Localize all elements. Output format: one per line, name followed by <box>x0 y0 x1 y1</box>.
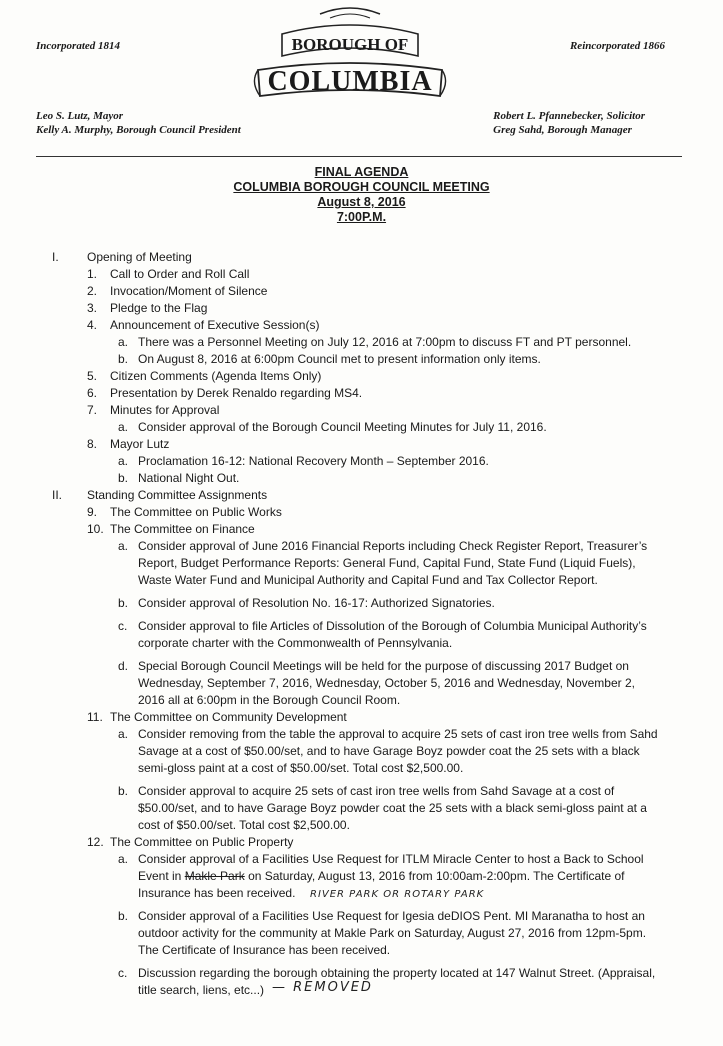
subitem-letter: a. <box>118 727 129 741</box>
handwritten-note: — REMOVED <box>272 980 373 995</box>
subitem-letter: b. <box>118 596 129 610</box>
subitem-text: Consider approval of the Borough Council Meeting Minutes for July 11, 2016. <box>138 420 547 434</box>
subitem-line: Consider approval of June 2016 Financial Reports including Check Register Report, Treasurer’s <box>138 539 648 553</box>
item-number: 4. <box>87 318 98 332</box>
item-number: 1. <box>87 267 98 281</box>
item-text: Mayor Lutz <box>110 437 170 451</box>
subitem-line: title search, liens, etc...) <box>138 983 265 997</box>
right-officials <box>493 109 645 137</box>
subitem-line: $50.00/set, and to have Garage Boyz powder coat the 25 sets with a black semi-gloss paint at a <box>138 801 647 815</box>
item-text: The Committee on Finance <box>110 522 255 536</box>
item-number: 10. <box>87 522 104 536</box>
item-number: 7. <box>87 403 98 417</box>
item-number: 8. <box>87 437 98 451</box>
subitem-line: Consider approval of a Facilities Use Request for ITLM Miracle Center to host a Back to School <box>138 852 644 866</box>
item-text: The Committee on Community Development <box>110 710 347 724</box>
item-text: Citizen Comments (Agenda Items Only) <box>110 369 322 383</box>
subitem-letter: b. <box>118 909 129 923</box>
item-number: 12. <box>87 835 104 849</box>
subitem-letter: a. <box>118 454 129 468</box>
subitem-letter: b. <box>118 471 129 485</box>
subitem-line: Waste Water Fund and Municipal Authority and Capital Fund and Tax Collector Report. <box>138 573 598 587</box>
item-text: The Committee on Public Works <box>110 505 282 519</box>
council-president-name: Kelly A. Murphy, Borough Council President <box>36 124 241 136</box>
subitem-line: corporate charter with the Commonwealth of Pennsylvania. <box>138 636 453 650</box>
subitem-text: National Night Out. <box>138 471 240 485</box>
item-number: 9. <box>87 505 98 519</box>
subitem-line: The Certificate of Insurance has been received. <box>138 943 391 957</box>
subitem-line: Consider approval to acquire 25 sets of cast iron tree wells from Sahd Savage at a cost of <box>138 784 615 798</box>
subitem-line: Consider approval to file Articles of Dissolution of the Borough of Columbia Municipal Authority’s <box>138 619 647 633</box>
item-text: Call to Order and Roll Call <box>110 267 250 281</box>
subitem-line: outdoor activity for the community at Makle Park on Saturday, August 27, 2016 from 12pm-5pm. <box>138 926 647 940</box>
subitem-text: On August 8, 2016 at 6:00pm Council met to present information only items. <box>138 352 541 366</box>
subitem-letter: c. <box>118 619 128 633</box>
section-title: Opening of Meeting <box>87 250 192 264</box>
logo-bottom-text: COLUMBIA <box>267 66 433 97</box>
incorporated-date: Incorporated 1814 <box>36 40 121 52</box>
section-roman: I. <box>52 250 59 264</box>
section-title: Standing Committee Assignments <box>87 488 268 502</box>
subitem-line: Consider approval of Resolution No. 16-17: Authorized Signatories. <box>138 596 495 610</box>
subitem-line: Consider approval of a Facilities Use Request for Igesia deDIOS Pent. MI Maranatha to host an <box>138 909 645 923</box>
item-text: Minutes for Approval <box>110 403 220 417</box>
subitem-line: Wednesday, September 7, 2016, Wednesday, October 5, 2016 and Wednesday, November 2, <box>138 676 635 690</box>
reincorporated-date: Reincorporated 1866 <box>569 40 665 52</box>
subitem-letter: a. <box>118 335 129 349</box>
subitem-letter: c. <box>118 966 128 980</box>
subitem-letter: b. <box>118 784 129 798</box>
section-roman: II. <box>52 488 63 502</box>
subitem-line: 2016 all at 6:00pm in the Borough Council Room. <box>138 693 401 707</box>
subitem-letter: a. <box>118 420 129 434</box>
header-divider <box>36 156 682 157</box>
meeting-date: August 8, 2016 <box>317 195 406 209</box>
mayor-name: Leo S. Lutz, Mayor <box>36 110 124 122</box>
item-number: 6. <box>87 386 98 400</box>
subitem-letter: a. <box>118 852 129 866</box>
subitem-line-prefix: Event in <box>138 869 185 883</box>
agenda-heading <box>0 165 723 225</box>
struck-text: Makle Park <box>184 869 245 883</box>
subitem-line: Insurance has been received. <box>138 886 296 900</box>
solicitor-name: Robert L. Pfannebecker, Solicitor <box>493 110 645 122</box>
subitem-line: cost of $50.00/set. Total cost $2,500.00. <box>138 818 350 832</box>
item-number: 3. <box>87 301 98 315</box>
subitem-line: Savage at a cost of $50.00/set, and to have Garage Boyz powder coat the 25 sets with a black <box>138 744 640 758</box>
item-number: 5. <box>87 369 98 383</box>
logo-top-text: BOROUGH OF <box>291 35 409 54</box>
item-text: The Committee on Public Property <box>110 835 294 849</box>
letterhead <box>0 0 723 160</box>
meeting-time: 7:00P.M. <box>336 210 387 224</box>
item-number: 11. <box>87 710 103 724</box>
borough-logo <box>250 4 450 104</box>
subitem-letter: d. <box>118 659 129 673</box>
subitem-line: Report, Budget Performance Reports: General Fund, Capital Fund, State Fund (Liquid Fuels), <box>138 556 636 570</box>
item-text: Pledge to the Flag <box>110 301 208 315</box>
item-text: Announcement of Executive Session(s) <box>110 318 320 332</box>
subitem-line <box>138 869 625 884</box>
handwritten-note: RIVER PARK OR ROTARY PARK <box>310 889 485 900</box>
subitem-line: Consider removing from the table the approval to acquire 25 sets of cast iron tree wells from Sahd <box>138 727 658 741</box>
subitem-letter: b. <box>118 352 129 366</box>
subitem-line: Special Borough Council Meetings will be held for the purpose of discussing 2017 Budget on <box>138 659 629 673</box>
subitem-text: There was a Personnel Meeting on July 12, 2016 at 7:00pm to discuss FT and PT personnel. <box>138 335 632 349</box>
subitem-letter: a. <box>118 539 129 553</box>
item-text: Presentation by Derek Renaldo regarding MS4. <box>110 386 363 400</box>
subitem-line: Discussion regarding the borough obtaining the property located at 147 Walnut Street. (Appraisal, <box>138 966 656 980</box>
meeting-name: COLUMBIA BOROUGH COUNCIL MEETING <box>233 180 490 194</box>
left-officials <box>36 109 241 137</box>
subitem-line-suffix: on Saturday, August 13, 2016 from 10:00am-2:00pm. The Certificate of <box>244 869 625 883</box>
manager-name: Greg Sahd, Borough Manager <box>493 124 632 136</box>
item-text: Invocation/Moment of Silence <box>110 284 268 298</box>
subitem-line: semi-gloss paint at a cost of $50.00/set. Total cost $2,500.00. <box>138 761 464 775</box>
agenda-title: FINAL AGENDA <box>314 165 409 179</box>
item-number: 2. <box>87 284 98 298</box>
subitem-text: Proclamation 16-12: National Recovery Month – September 2016. <box>138 454 489 468</box>
